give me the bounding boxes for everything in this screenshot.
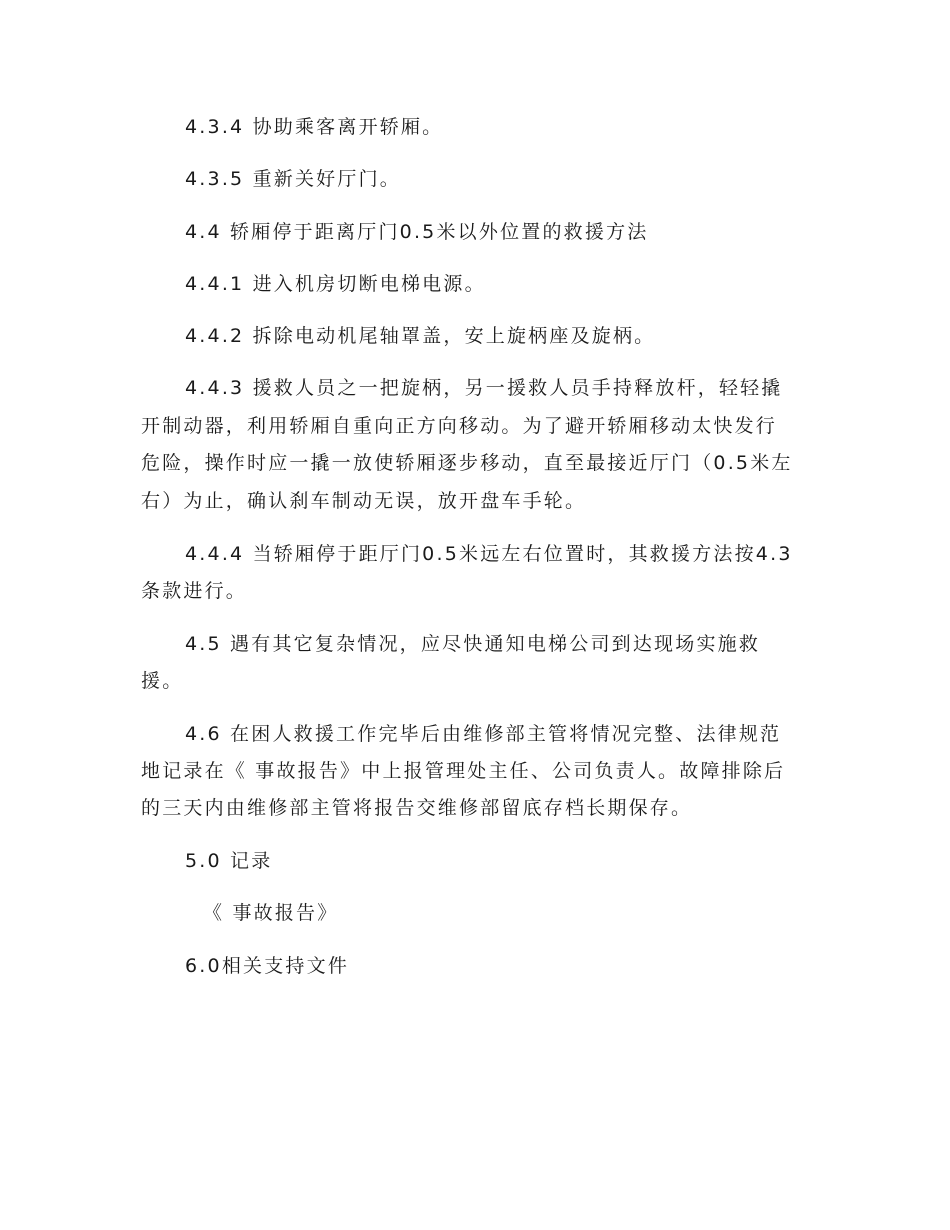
clause-4-6-line-3: 的三天内由维修部主管将报告交维修部留底存档长期保存。 — [141, 797, 693, 819]
section-5-0-heading: 5.0 记录 — [185, 850, 273, 872]
clause-4-4-3-line-2: 开制动器，利用轿厢自重向正方向移动。为了避开轿厢移动太快发行 — [141, 415, 778, 437]
clause-4-4-3-line-3: 危险，操作时应一撬一放使轿厢逐步移动，直至最接近厅门（0.5米左 — [141, 452, 793, 474]
clause-4-3-4: 4.3.4 协助乘客离开轿厢。 — [185, 116, 444, 138]
clause-4-6-line-1: 4.6 在困人救援工作完毕后由维修部主管将情况完整、法律规范 — [185, 723, 782, 745]
clause-4-6-line-2: 地记录在《 事故报告》中上报管理处主任、公司负责人。故障排除后 — [141, 760, 786, 782]
clause-4-4-1: 4.4.1 进入机房切断电梯电源。 — [185, 273, 486, 295]
record-accident-report: 《 事故报告》 — [203, 902, 339, 924]
clause-4-4-3-line-1: 4.4.3 援救人员之一把旋柄，另一援救人员手持释放杆，轻轻撬 — [185, 377, 783, 399]
clause-4-3-5: 4.3.5 重新关好厅门。 — [185, 168, 401, 190]
section-6-0-heading: 6.0相关支持文件 — [185, 955, 350, 977]
clause-4-5-line-1: 4.5 遇有其它复杂情况，应尽快通知电梯公司到达现场实施救 — [185, 633, 761, 655]
clause-4-4-4-line-1: 4.4.4 当轿厢停于距厅门0.5米远左右位置时，其救援方法按4.3 — [185, 543, 793, 565]
section-4-4-heading: 4.4 轿厢停于距离厅门0.5米以外位置的救援方法 — [185, 221, 649, 243]
clause-4-4-3-line-4: 右）为止，确认刹车制动无误，放开盘车手轮。 — [141, 490, 587, 512]
clause-4-4-4-line-2: 条款进行。 — [141, 580, 248, 602]
clause-4-5-line-2: 援。 — [141, 670, 184, 692]
clause-4-4-2: 4.4.2 拆除电动机尾轴罩盖，安上旋柄座及旋柄。 — [185, 325, 656, 347]
